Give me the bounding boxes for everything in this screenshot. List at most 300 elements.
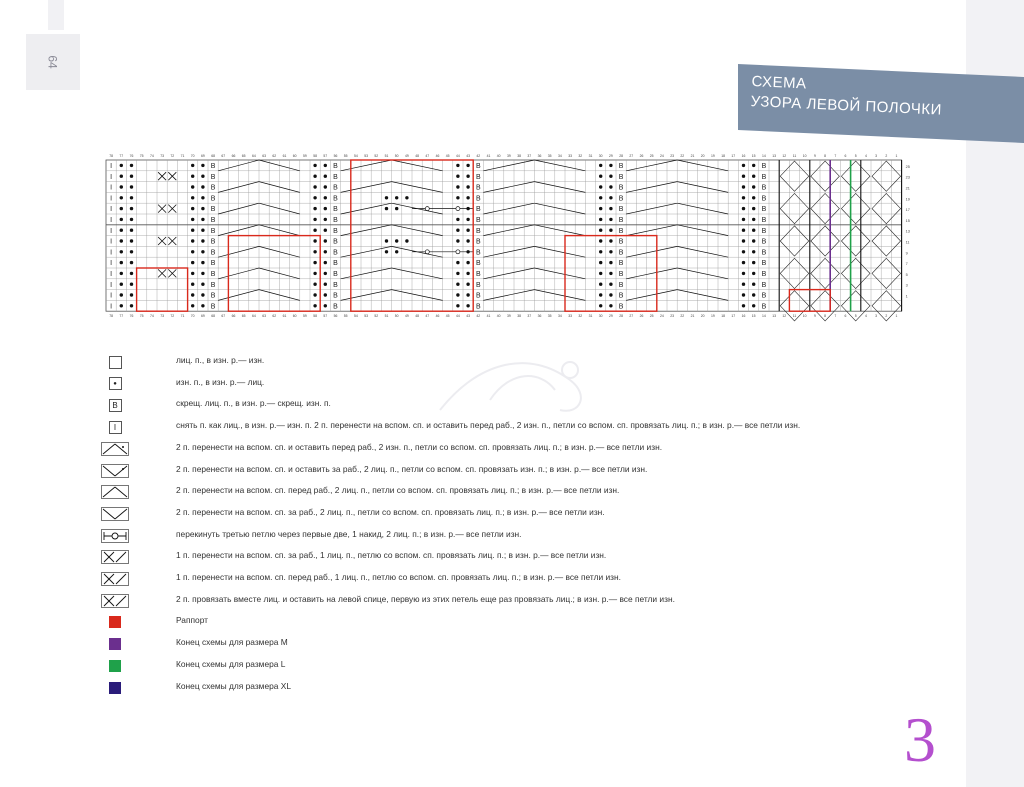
stitch-glyph: B xyxy=(210,206,216,214)
purl-dot xyxy=(752,175,755,178)
purl-dot xyxy=(130,164,133,167)
column-label: 48 xyxy=(415,314,419,319)
legend-symbol xyxy=(101,441,129,457)
purl-dot-icon: ● xyxy=(109,377,122,390)
column-label: 32 xyxy=(578,154,583,158)
purl-dot xyxy=(191,293,194,296)
column-label: 62 xyxy=(272,314,277,319)
column-label: 58 xyxy=(313,314,317,319)
legend-symbol xyxy=(101,463,129,479)
column-label: 72 xyxy=(170,154,175,158)
legend-symbol xyxy=(101,549,129,565)
cable-a-icon xyxy=(101,442,129,456)
purl-dot xyxy=(313,196,316,199)
purl-dot xyxy=(120,304,123,307)
column-label: 1 xyxy=(895,314,898,319)
stitch-glyph: B xyxy=(761,271,767,278)
column-label: 60 xyxy=(292,154,297,158)
purl-dot xyxy=(120,207,123,210)
stitch-glyph: B xyxy=(210,163,216,170)
legend-item xyxy=(100,526,522,546)
legend-text: Конец схемы для размера XL xyxy=(176,680,291,691)
purl-dot xyxy=(313,175,316,178)
legend-text: 2 п. перенести на вспом. сп. за раб., 2 лиц. п., петли со вспом. сп. провязать лиц. п.; в изн. р.— все петли изн. xyxy=(176,506,605,517)
purl-dot xyxy=(313,304,316,307)
stitch-glyph: B xyxy=(333,292,338,300)
purl-dot xyxy=(313,207,316,210)
column-label: 20 xyxy=(700,154,705,158)
purl-dot xyxy=(456,218,459,221)
column-label: 35 xyxy=(547,154,552,158)
column-label: 33 xyxy=(568,154,572,158)
purl-dot xyxy=(466,164,469,167)
purl-dot xyxy=(201,261,204,264)
column-label: 15 xyxy=(751,154,756,158)
purl-dot xyxy=(599,261,602,264)
column-label: 62 xyxy=(272,154,277,158)
column-label: 59 xyxy=(303,314,307,319)
purl-dot xyxy=(324,304,327,307)
purl-dot xyxy=(201,304,204,307)
purl-dot xyxy=(130,196,133,199)
purl-dot xyxy=(456,185,459,188)
purl-dot xyxy=(130,261,133,264)
purl-dot xyxy=(120,229,123,232)
column-label: 68 xyxy=(211,314,215,319)
purl-dot xyxy=(599,304,602,307)
column-label: 70 xyxy=(190,154,195,158)
stitch-glyph: B xyxy=(210,281,216,289)
column-label: 53 xyxy=(364,154,368,158)
purl-dot xyxy=(120,283,123,286)
column-label: 70 xyxy=(190,314,195,319)
stitch-glyph: B xyxy=(333,303,338,311)
stitch-glyph: B xyxy=(618,206,624,214)
purl-dot xyxy=(385,196,388,199)
purl-dot xyxy=(313,229,316,232)
row-label: 13 xyxy=(905,229,910,234)
purl-dot xyxy=(120,272,123,275)
legend-text: 2 п. перенести на вспом. сп. перед раб., 2 лиц. п., петли со вспом. сп. провязать лиц. п.; в изн. р.— все петли изн. xyxy=(176,485,620,496)
purl-dot xyxy=(191,185,194,188)
purl-dot xyxy=(742,218,745,221)
column-label: 30 xyxy=(598,154,603,158)
purl-dot xyxy=(120,175,123,178)
column-label: 6 xyxy=(844,154,847,158)
purl-dot xyxy=(456,261,459,264)
column-label: 48 xyxy=(415,154,419,158)
column-label: 39 xyxy=(507,154,511,158)
purl-dot xyxy=(324,250,327,253)
color-swatch-icon xyxy=(109,616,121,628)
legend-symbol xyxy=(101,658,129,674)
stitch-glyph: B xyxy=(618,238,624,246)
purl-dot xyxy=(742,164,745,167)
purl-dot xyxy=(120,185,123,188)
legend-symbol xyxy=(101,506,129,522)
column-label: 64 xyxy=(252,314,256,319)
stitch-glyph: B xyxy=(761,184,767,192)
column-label: 78 xyxy=(109,154,113,158)
purl-dot xyxy=(456,175,459,178)
purl-dot xyxy=(609,185,612,188)
purl-dot xyxy=(609,229,612,232)
column-label: 28 xyxy=(619,154,623,158)
column-label: 9 xyxy=(813,314,816,319)
purl-dot xyxy=(201,250,204,253)
purl-dot xyxy=(191,218,194,221)
stitch-glyph: I xyxy=(110,173,113,181)
stitch-glyph: B xyxy=(618,227,624,235)
purl-dot xyxy=(742,207,745,210)
column-label: 16 xyxy=(741,154,746,158)
stitch-glyph: B xyxy=(475,163,481,170)
purl-dot xyxy=(599,196,602,199)
column-label: 50 xyxy=(394,314,399,319)
purl-dot xyxy=(313,250,316,253)
purl-dot xyxy=(130,293,133,296)
column-labels-bottom xyxy=(109,314,897,318)
row-label: 9 xyxy=(905,251,908,256)
column-label: 47 xyxy=(425,154,430,158)
legend-text: Конец схемы для размера M xyxy=(176,637,288,648)
stitch-glyph: B xyxy=(761,195,767,203)
legend-symbol xyxy=(101,571,129,587)
legend-item xyxy=(100,634,288,654)
stitch-glyph: I xyxy=(110,292,113,300)
passover-ring xyxy=(456,250,460,254)
title-line-1: СХЕМА xyxy=(751,72,807,93)
column-label: 22 xyxy=(680,154,685,158)
column-label: 41 xyxy=(486,314,491,319)
purl-dot xyxy=(456,272,459,275)
stitch-glyph: I xyxy=(110,217,113,224)
row-label: 3 xyxy=(905,283,908,288)
column-label: 23 xyxy=(670,154,674,158)
column-label: 45 xyxy=(445,154,450,158)
column-label: 25 xyxy=(649,154,654,158)
purl-dot xyxy=(599,283,602,286)
purl-dot xyxy=(120,218,123,221)
purl-dot xyxy=(313,283,316,286)
purl-dot xyxy=(313,185,316,188)
stitch-glyph: B xyxy=(210,173,216,181)
color-swatch-icon xyxy=(109,638,121,650)
legend-symbol xyxy=(101,419,129,435)
column-label: 52 xyxy=(374,154,379,158)
column-label: 28 xyxy=(619,314,623,319)
purl-dot xyxy=(313,218,316,221)
stitch-glyph: B xyxy=(618,303,624,311)
letter-i-icon: I xyxy=(109,421,122,434)
legend-item xyxy=(100,656,286,676)
legend-item xyxy=(100,678,291,698)
purl-dot xyxy=(456,164,459,167)
legend-symbol xyxy=(101,397,129,413)
column-label: 75 xyxy=(139,314,144,319)
column-label: 18 xyxy=(721,314,725,319)
column-label: 18 xyxy=(721,154,725,158)
stitch-glyph: B xyxy=(333,260,338,268)
stitch-glyph: B xyxy=(475,206,481,214)
column-label: 3 xyxy=(875,314,878,319)
stitch-glyph: I xyxy=(110,184,113,192)
purl-dot xyxy=(599,229,602,232)
column-label: 77 xyxy=(119,154,124,158)
purl-dot xyxy=(742,175,745,178)
column-label: 31 xyxy=(588,154,593,158)
purl-dot xyxy=(456,283,459,286)
purl-dot xyxy=(752,272,755,275)
purl-dot xyxy=(752,185,755,188)
purl-dot xyxy=(313,261,316,264)
column-label: 23 xyxy=(670,314,674,319)
purl-dot xyxy=(385,250,388,253)
column-label: 78 xyxy=(109,314,113,319)
purl-dot xyxy=(466,229,469,232)
column-label: 38 xyxy=(517,154,521,158)
legend-item xyxy=(100,439,663,459)
column-label: 32 xyxy=(578,314,583,319)
stitch-glyph: B xyxy=(761,227,767,235)
stitch-glyph: B xyxy=(761,217,767,224)
column-label: 13 xyxy=(772,154,776,158)
stitch-glyph: B xyxy=(210,184,216,192)
cross-right-icon xyxy=(101,550,129,564)
legend-text: Конец схемы для размера L xyxy=(176,658,286,669)
column-label: 8 xyxy=(824,314,827,319)
column-label: 40 xyxy=(496,314,501,319)
stitch-glyph: B xyxy=(475,184,481,192)
purl-dot xyxy=(395,196,398,199)
stitch-glyph: I xyxy=(110,303,113,311)
purl-dot xyxy=(395,239,398,242)
page-number: 64 xyxy=(45,55,60,69)
purl-dot xyxy=(742,229,745,232)
column-label: 69 xyxy=(201,314,205,319)
column-label: 43 xyxy=(466,314,470,319)
purl-dot xyxy=(599,185,602,188)
purl-dot xyxy=(466,239,469,242)
purl-dot xyxy=(324,207,327,210)
purl-dot xyxy=(324,293,327,296)
stitch-glyph: B xyxy=(333,195,338,203)
legend-symbol xyxy=(101,484,129,500)
purl-dot xyxy=(599,272,602,275)
column-label: 8 xyxy=(824,154,827,158)
purl-dot xyxy=(466,196,469,199)
purl-dot xyxy=(609,218,612,221)
purl-dot xyxy=(120,164,123,167)
stitch-glyph: I xyxy=(110,195,113,203)
stitch-glyph: B xyxy=(475,238,481,246)
stitch-glyph: B xyxy=(333,184,338,192)
purl-dot xyxy=(130,304,133,307)
purl-dot xyxy=(742,239,745,242)
purl-dot xyxy=(120,293,123,296)
column-label: 14 xyxy=(762,314,766,319)
purl-dot xyxy=(609,304,612,307)
stitch-glyph: B xyxy=(475,217,481,224)
column-label: 24 xyxy=(660,154,664,158)
column-label: 72 xyxy=(170,314,175,319)
passover-ring xyxy=(425,250,429,254)
legend-item xyxy=(100,395,331,415)
column-label: 54 xyxy=(354,314,358,319)
purl-dot xyxy=(120,239,123,242)
purl-dot xyxy=(466,283,469,286)
legend-text: 1 п. перенести на вспом. сп. перед раб., 1 лиц. п., петлю со вспом. сп. провязать лиц. п.; в изн. р.— все петли изн. xyxy=(176,572,621,582)
purl-dot xyxy=(742,272,745,275)
purl-dot xyxy=(130,207,133,210)
purl-dot xyxy=(324,175,327,178)
legend-symbol xyxy=(101,528,129,544)
legend-item xyxy=(100,612,209,632)
column-label: 66 xyxy=(231,154,236,158)
row-label: 23 xyxy=(905,175,910,180)
column-label: 25 xyxy=(649,314,654,319)
column-label: 61 xyxy=(282,154,287,158)
purl-dot xyxy=(405,196,408,199)
purl-dot xyxy=(599,293,602,296)
column-label: 56 xyxy=(333,154,338,158)
purl-dot xyxy=(201,185,204,188)
legend-item xyxy=(100,374,265,394)
row-label: 19 xyxy=(905,197,910,202)
legend-symbol xyxy=(101,680,129,696)
purl-dot xyxy=(120,196,123,199)
stitch-glyph: B xyxy=(618,292,624,300)
purl-dot xyxy=(466,293,469,296)
column-label: 27 xyxy=(629,154,634,158)
column-label: 34 xyxy=(558,154,562,158)
column-label: 41 xyxy=(486,154,491,158)
column-label: 20 xyxy=(700,314,705,319)
stitch-glyph: B xyxy=(475,271,481,278)
purl-dot xyxy=(324,218,327,221)
column-label: 7 xyxy=(834,154,837,158)
passover-ring xyxy=(456,207,460,211)
column-label: 29 xyxy=(609,154,613,158)
column-label: 34 xyxy=(558,314,562,319)
stitch-glyph: B xyxy=(761,206,767,214)
stitch-glyph: B xyxy=(475,292,481,300)
purl-dot xyxy=(742,185,745,188)
stitch-glyph: B xyxy=(475,260,481,268)
stitch-glyph: B xyxy=(210,292,216,300)
column-label: 4 xyxy=(864,314,867,319)
purl-dot xyxy=(324,164,327,167)
stitch-glyph: B xyxy=(475,195,481,203)
column-label: 5 xyxy=(854,314,857,319)
column-label: 27 xyxy=(629,314,634,319)
column-label: 2 xyxy=(885,314,888,319)
legend-text: снять п. как лиц., в изн. р.— изн. п. 2 п. перенести на вспом. сп. и оставить перед раб., 2 изн. п., петли со вспом. сп. провязать лиц. п.; в изн. р.— все петли изн. xyxy=(176,420,801,431)
stitch-glyph: B xyxy=(333,206,338,214)
stitch-glyph: B xyxy=(210,249,216,257)
column-label: 60 xyxy=(292,314,297,319)
chapter-number: 3 xyxy=(904,704,936,775)
purl-dot xyxy=(599,175,602,178)
column-label: 59 xyxy=(303,154,307,158)
stitch-glyph: I xyxy=(110,238,113,246)
column-label: 65 xyxy=(241,314,246,319)
legend-symbol xyxy=(101,593,129,609)
column-label: 61 xyxy=(282,314,287,319)
column-label: 4 xyxy=(864,154,867,158)
column-label: 53 xyxy=(364,314,368,319)
column-label: 17 xyxy=(731,154,736,158)
stitch-glyph: I xyxy=(110,227,113,235)
title-line-2: УЗОРА ЛЕВОЙ ПОЛОЧКИ xyxy=(750,92,943,119)
column-label: 3 xyxy=(875,154,878,158)
stitch-glyph: I xyxy=(110,206,113,214)
column-label: 12 xyxy=(782,314,787,319)
stitch-glyph: B xyxy=(761,303,767,311)
stitch-glyph: B xyxy=(761,163,767,170)
column-label: 19 xyxy=(711,154,715,158)
stitch-glyph: B xyxy=(475,227,481,235)
floral-watermark xyxy=(420,340,620,430)
purl-dot xyxy=(466,261,469,264)
row-label: 17 xyxy=(905,208,910,213)
column-label: 10 xyxy=(802,314,807,319)
purl-dot xyxy=(324,185,327,188)
purl-dot xyxy=(456,304,459,307)
cable-b-icon xyxy=(101,464,129,478)
column-label: 49 xyxy=(405,314,409,319)
purl-dot xyxy=(752,250,755,253)
row-label: 5 xyxy=(905,272,908,277)
purl-dot xyxy=(752,164,755,167)
column-label: 46 xyxy=(435,154,440,158)
purl-dot xyxy=(324,272,327,275)
stitch-glyph: B xyxy=(333,163,338,170)
legend-item xyxy=(100,461,648,481)
column-label: 66 xyxy=(231,314,236,319)
purl-dot xyxy=(130,250,133,253)
stitch-glyph: I xyxy=(110,271,113,278)
purl-dot xyxy=(324,283,327,286)
column-label: 6 xyxy=(844,314,847,319)
cable-d-icon xyxy=(101,507,129,521)
legend-item xyxy=(100,417,801,437)
purl-dot xyxy=(466,304,469,307)
column-label: 44 xyxy=(456,314,460,319)
cross-left-icon xyxy=(101,572,129,586)
column-label: 44 xyxy=(456,154,460,158)
column-label: 45 xyxy=(445,314,450,319)
column-label: 26 xyxy=(639,154,644,158)
purl-dot xyxy=(609,207,612,210)
purl-dot xyxy=(313,293,316,296)
column-label: 68 xyxy=(211,154,215,158)
column-label: 47 xyxy=(425,314,430,319)
column-label: 30 xyxy=(598,314,603,319)
purl-dot xyxy=(191,261,194,264)
column-label: 7 xyxy=(834,314,837,319)
stitch-glyph: B xyxy=(475,281,481,289)
k2tog-icon xyxy=(101,594,129,608)
purl-dot xyxy=(324,229,327,232)
row-label: 11 xyxy=(905,240,910,245)
purl-dot xyxy=(191,196,194,199)
purl-dot xyxy=(130,175,133,178)
stitch-glyph: B xyxy=(618,217,624,224)
column-label: 51 xyxy=(384,154,389,158)
stitch-glyph: B xyxy=(618,184,624,192)
legend-text: 2 п. перенести на вспом. сп. и оставить за раб., 2 лиц. п., петли со вспом. сп. провязать изн. п.; в изн. р.— все петли изн. xyxy=(176,463,648,474)
